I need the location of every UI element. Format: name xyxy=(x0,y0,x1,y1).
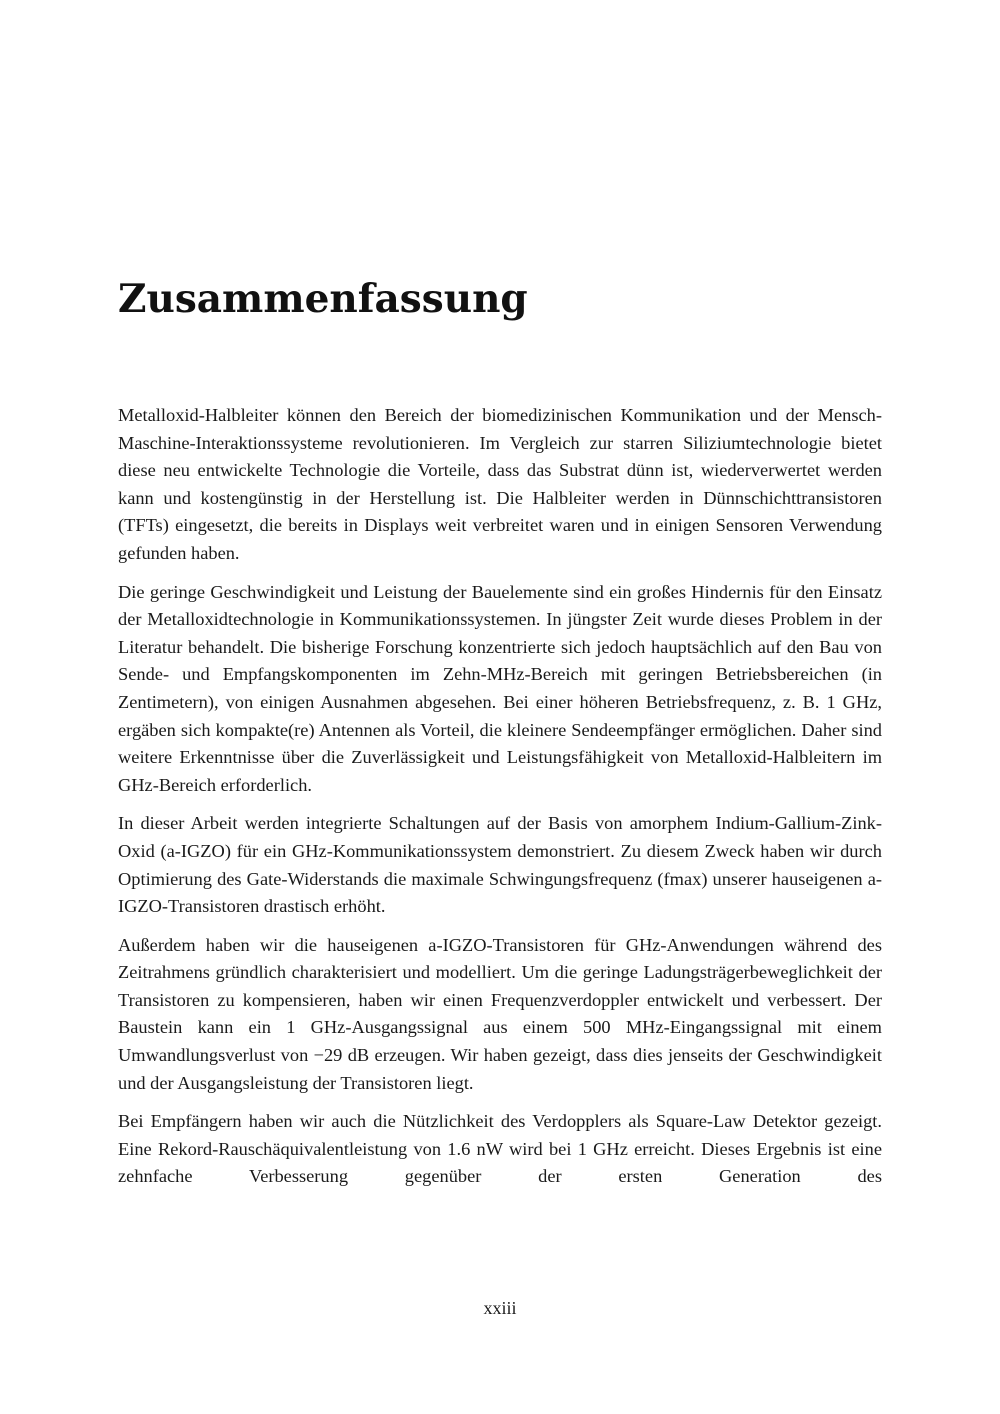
paragraph-2: Die geringe Geschwindigkeit und Leistung der Bauelemente sind ein großes Hindernis für den Einsatz der Metalloxidtechnologie in Kommunikationssystemen. In jüngster Zeit wurde dieses Problem in der Literatur behandelt. Die bisherige Forschung konzentrierte sich jedoch hauptsächlich auf den Bau von Sende- und Empfangskomponenten im Zehn-MHz-Bereich mit geringen Betriebsbereichen (in Zentimetern), von einigen Ausnahmen abgesehen. Bei einer höheren Betriebsfrequenz, z. B. 1 GHz, ergäben sich kompakte(re) Antennen als Vorteil, die kleinere Sendeempfänger ermöglichen. Daher sind weitere Erkenntnisse über die Zuverlässigkeit und Leistungsfähigkeit von Metalloxid-Halbleitern im GHz-Bereich erforderlich. xyxy=(118,581,882,795)
page-title: Zusammenfassung xyxy=(118,276,528,322)
paragraph-3: In dieser Arbeit werden integrierte Schaltungen auf der Basis von amorphem Indium-Gallium-Zink-Oxid (a-IGZO) für ein GHz-Kommunikationssystem demonstriert. Zu diesem Zweck haben wir durch Optimierung des Gate-Widerstands die maximale Schwingungsfrequenz (fmax) unserer hauseigenen a-IGZO-Transistoren drastisch erhöht. xyxy=(118,813,882,917)
page-number: xxiii xyxy=(483,1298,517,1318)
paragraph-1: Metalloxid-Halbleiter können den Bereich der biomedizinischen Kommunikation und der Mensch-Maschine-Interaktionssysteme revolutionieren. Im Vergleich zur starren Siliziumtechnologie bietet diese neu entwickelte Technologie die Vorteile, dass das Substrat dünn ist, wiederverwertet werden kann und kostengünstig in der Herstellung ist. Die Halbleiter werden in Dünnschichttransistoren (TFTs) eingesetzt, die bereits in Displays weit verbreitet waren und in einigen Sensoren Verwendung gefunden haben. xyxy=(118,405,882,563)
body-text xyxy=(118,402,882,1202)
paragraph-4: Außerdem haben wir die hauseigenen a-IGZO-Transistoren für GHz-Anwendungen während des Zeitrahmens gründlich charakterisiert und modelliert. Um die geringe Ladungsträgerbeweglichkeit der Transistoren zu kompensieren, haben wir einen Frequenzverdoppler entwickelt und verbessert. Der Baustein kann ein 1 GHz-Ausgangssignal aus einem 500 MHz-Eingangssignal mit einem Umwandlungsverlust von −29 dB erzeugen. Wir haben gezeigt, dass dies jenseits der Geschwindigkeit und der Ausgangsleistung der Transistoren liegt. xyxy=(118,934,882,1093)
paragraph-5: Bei Empfängern haben wir auch die Nützlichkeit des Verdopplers als Square-Law Detektor gezeigt. Eine Rekord-Rauschäquivalentleistung von 1.6 nW wird bei 1 GHz erreicht. Dieses Ergebnis ist eine zehnfache Verbesserung gegenüber der ersten Generation des xyxy=(118,1111,882,1187)
